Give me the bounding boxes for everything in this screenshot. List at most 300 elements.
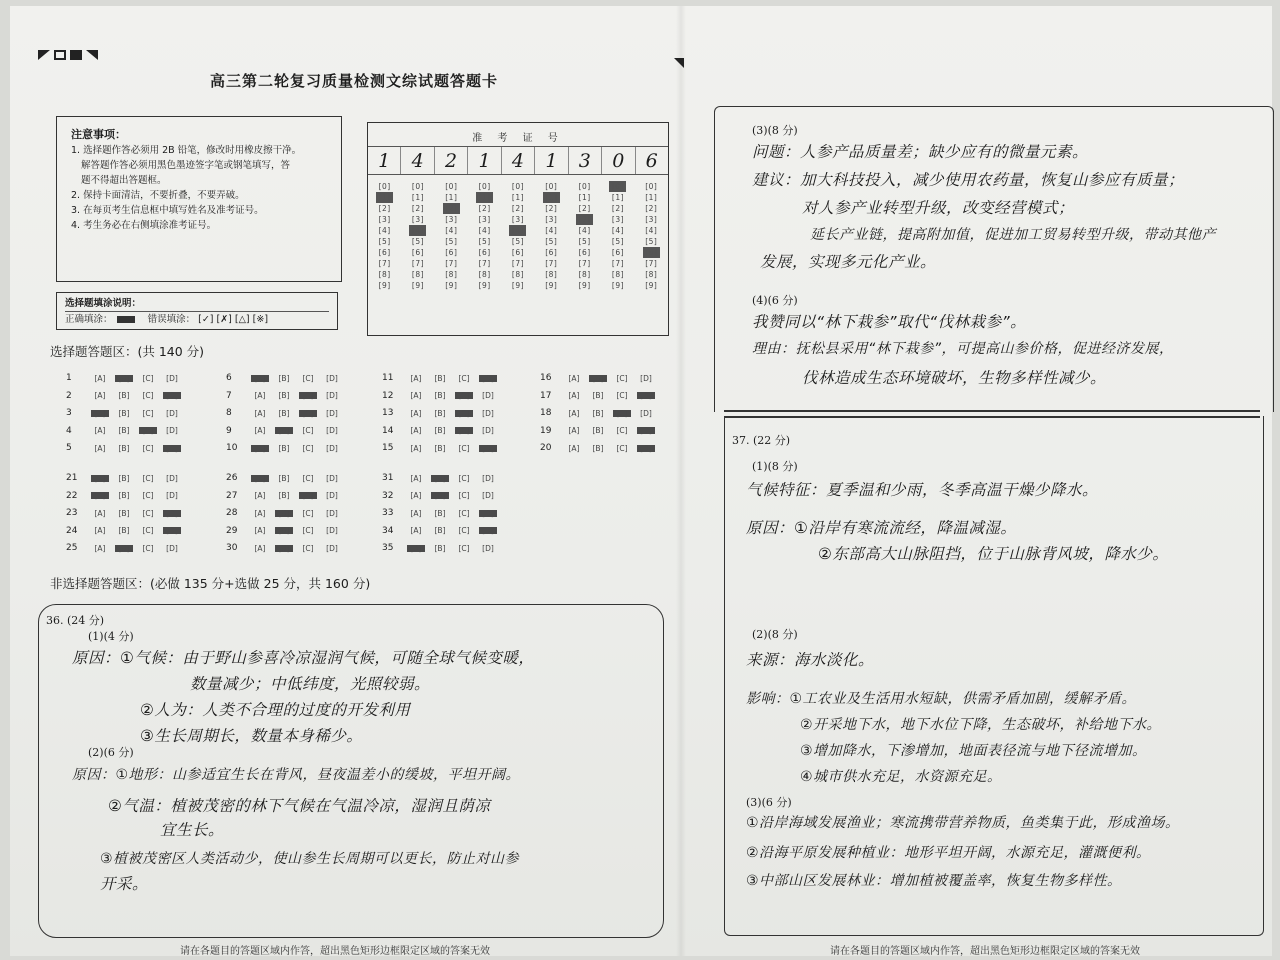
digit-bubble[interactable]: [0]: [411, 182, 425, 191]
mc-option-d[interactable]: [D]: [166, 473, 178, 483]
mc-option-c[interactable]: [C]: [458, 473, 470, 483]
mc-question-number: 1: [66, 373, 72, 383]
digit-bubble[interactable]: [6]: [378, 248, 391, 257]
digit-bubble[interactable]: [6]: [578, 248, 591, 257]
bubble-column: [601, 181, 634, 325]
mc-option-c[interactable]: [C]: [299, 392, 317, 399]
mc-option-b[interactable]: [B]: [118, 473, 130, 483]
digit-bubble[interactable]: [1]: [445, 193, 458, 202]
mc-option-b[interactable]: [B]: [115, 375, 133, 382]
fill-instructions: [56, 292, 338, 330]
digit-bubble[interactable]: [5]: [478, 237, 491, 246]
mc-option-d[interactable]: [D]: [326, 426, 338, 435]
digit-bubble[interactable]: [1]: [511, 193, 525, 202]
digit-bubble[interactable]: [6]: [411, 248, 425, 257]
mc-question-row: [66, 372, 184, 384]
mc-option-c[interactable]: [C]: [613, 410, 631, 417]
mc-option-a[interactable]: [A]: [94, 526, 106, 535]
digit-bubble[interactable]: [9]: [545, 281, 558, 290]
notes-item: 1. 选择题作答必须用 2B 铅笔，修改时用橡皮擦干净。: [71, 145, 302, 156]
mc-option-b[interactable]: [B]: [592, 426, 604, 435]
digit-bubble[interactable]: [3]: [545, 215, 558, 224]
mc-question-number: 7: [226, 390, 232, 401]
mc-question-row: [226, 507, 344, 519]
mc-option-c[interactable]: [C]: [458, 526, 470, 535]
mc-option-d[interactable]: [D]: [479, 445, 497, 452]
digit-bubble[interactable]: [6]: [478, 248, 491, 257]
digit-bubble[interactable]: [7]: [511, 259, 525, 268]
mc-option-d[interactable]: [D]: [326, 443, 338, 453]
mc-option-d[interactable]: [D]: [326, 491, 338, 500]
exam-number-bubbles: [368, 175, 668, 325]
mc-question-row: [382, 390, 500, 402]
mc-option-b[interactable]: [B]: [592, 391, 604, 400]
mc-option-a[interactable]: [A]: [254, 526, 266, 535]
mc-option-b[interactable]: [B]: [431, 492, 449, 499]
answer-line: 延长产业链，提高附加值，促进加工贸易转型升级，带动其他产: [810, 227, 1216, 243]
mc-option-b[interactable]: [B]: [275, 545, 293, 552]
mc-option-d[interactable]: [D]: [163, 510, 181, 517]
mc-question-number: 32: [382, 490, 394, 501]
digit-bubble[interactable]: [3]: [478, 215, 491, 224]
mc-option-d[interactable]: [D]: [637, 445, 655, 452]
mc-option-d[interactable]: [D]: [163, 445, 181, 452]
mc-option-b[interactable]: [B]: [434, 526, 446, 535]
mc-question-number: 28: [226, 508, 238, 518]
mc-option-a[interactable]: [A]: [94, 391, 106, 400]
digit-bubble[interactable]: [5]: [411, 237, 425, 246]
mc-option-a[interactable]: [A]: [568, 443, 580, 453]
mc-option-b[interactable]: [B]: [434, 373, 446, 383]
digit-bubble[interactable]: [1]: [611, 193, 625, 202]
mc-question-number: 27: [226, 490, 238, 501]
digit-bubble[interactable]: [4]: [645, 226, 658, 235]
mc-option-d[interactable]: [D]: [326, 508, 338, 518]
digit-bubble[interactable]: [7]: [411, 259, 425, 268]
mc-option-b[interactable]: [B]: [434, 543, 446, 553]
mc-question-row: [382, 407, 500, 419]
answer-line: 理由：抚松县采用“林下栽参”，可提高山参价格，促进经济发展，: [752, 341, 1174, 357]
exam-digit: 3: [569, 147, 602, 174]
mc-option-d[interactable]: [D]: [166, 543, 178, 553]
mc-option-c[interactable]: [C]: [455, 410, 473, 417]
mc-question-number: 11: [382, 373, 394, 383]
answer-line: ②开采地下水，地下水位下降，生态破坏，补给地下水。: [800, 717, 1162, 733]
bubble-column: [435, 181, 468, 325]
mc-option-b[interactable]: [B]: [278, 443, 290, 453]
digit-bubble[interactable]: [0]: [378, 182, 391, 191]
mc-option-d[interactable]: [D]: [479, 375, 497, 382]
digit-bubble[interactable]: [5]: [545, 237, 558, 246]
exam-digit: 0: [602, 147, 635, 174]
digit-bubble[interactable]: [8]: [511, 270, 525, 279]
mc-option-c[interactable]: [C]: [458, 543, 470, 553]
mc-option-d[interactable]: [D]: [326, 408, 338, 418]
mc-option-a[interactable]: [A]: [410, 508, 422, 518]
digit-bubble[interactable]: [2]: [645, 204, 658, 213]
mc-option-a[interactable]: [A]: [94, 373, 106, 383]
digit-bubble[interactable]: [2]: [511, 204, 525, 213]
mc-option-a[interactable]: [A]: [568, 408, 580, 418]
mc-question-number: 21: [66, 473, 78, 483]
digit-bubble[interactable]: [7]: [545, 259, 558, 268]
digit-bubble[interactable]: [0]: [511, 182, 525, 191]
mc-option-c[interactable]: [C]: [455, 427, 473, 434]
mc-option-a[interactable]: [A]: [407, 545, 425, 552]
mc-option-c[interactable]: [C]: [142, 443, 154, 453]
digit-bubble[interactable]: [5]: [511, 237, 525, 246]
mc-option-b[interactable]: [B]: [118, 391, 130, 400]
digit-bubble[interactable]: [8]: [378, 270, 391, 279]
digit-bubble[interactable]: [0]: [578, 182, 591, 191]
mc-option-c[interactable]: [C]: [302, 443, 314, 453]
mc-option-a[interactable]: [A]: [254, 408, 266, 418]
mc-option-d[interactable]: [D]: [482, 473, 494, 483]
mc-option-a[interactable]: [A]: [94, 543, 106, 553]
bubble-column: [368, 181, 401, 325]
mc-option-c[interactable]: [C]: [458, 491, 470, 500]
mc-option-a[interactable]: [A]: [410, 491, 422, 500]
digit-bubble[interactable]: [5]: [645, 237, 658, 246]
mc-option-d[interactable]: [D]: [482, 426, 494, 435]
mc-option-c[interactable]: [C]: [142, 391, 154, 400]
mc-option-a[interactable]: [A]: [410, 526, 422, 535]
mc-option-b[interactable]: [B]: [118, 408, 130, 418]
mc-question-number: 2: [66, 390, 72, 401]
digit-bubble[interactable]: [0]: [609, 181, 626, 192]
digit-bubble[interactable]: [0]: [545, 182, 558, 191]
mc-option-d[interactable]: [D]: [482, 391, 494, 400]
answer-line: ②气温：植被茂密的林下气候在气温冷凉，湿润且荫凉: [108, 797, 491, 815]
mc-option-b[interactable]: [B]: [434, 426, 446, 435]
mc-question-number: 34: [382, 525, 394, 536]
mc-option-c[interactable]: [C]: [299, 492, 317, 499]
digit-bubble[interactable]: [5]: [445, 237, 458, 246]
mc-option-d[interactable]: [D]: [326, 473, 338, 483]
mc-option-d[interactable]: [D]: [479, 527, 497, 534]
mc-option-b[interactable]: [B]: [275, 510, 293, 517]
mc-option-a[interactable]: [A]: [94, 426, 106, 435]
mc-question-row: [226, 525, 344, 537]
mc-option-a[interactable]: [A]: [251, 475, 269, 482]
digit-bubble[interactable]: [2]: [378, 204, 391, 213]
digit-bubble[interactable]: [3]: [576, 214, 593, 225]
digit-bubble[interactable]: [9]: [378, 281, 391, 290]
q37-1-score: (1)(8 分): [752, 460, 798, 473]
mc-option-c[interactable]: [C]: [302, 373, 314, 383]
mc-option-a[interactable]: [A]: [251, 375, 269, 382]
mc-question-number: 13: [382, 408, 394, 418]
digit-bubble[interactable]: [7]: [645, 259, 658, 268]
digit-bubble[interactable]: [9]: [611, 281, 625, 290]
mc-option-c[interactable]: [C]: [616, 443, 628, 453]
answer-line: 建议：加大科技投入，减少使用农药量，恢复山参应有质量；: [752, 171, 1185, 189]
digit-bubble[interactable]: [0]: [478, 182, 491, 191]
digit-bubble[interactable]: [4]: [478, 226, 491, 235]
mc-option-b[interactable]: [B]: [434, 391, 446, 400]
digit-bubble[interactable]: [6]: [511, 248, 525, 257]
digit-bubble[interactable]: [2]: [478, 204, 491, 213]
mc-option-c[interactable]: [C]: [616, 373, 628, 383]
mc-option-a[interactable]: [A]: [410, 473, 422, 483]
answer-line: ②人为：人类不合理的过度的开发利用: [140, 701, 411, 719]
mc-option-a[interactable]: [A]: [254, 508, 266, 518]
mc-option-c[interactable]: [C]: [458, 443, 470, 453]
digit-bubble[interactable]: [3]: [445, 215, 458, 224]
digit-bubble[interactable]: [8]: [478, 270, 491, 279]
digit-bubble[interactable]: [3]: [511, 215, 525, 224]
mc-option-b[interactable]: [B]: [118, 491, 130, 500]
answer-line: 宜生长。: [160, 821, 225, 839]
mc-option-a[interactable]: [A]: [91, 475, 109, 482]
digit-bubble[interactable]: [3]: [611, 215, 625, 224]
answer-line: 数量减少；中低纬度，光照较弱。: [190, 675, 431, 693]
mc-option-a[interactable]: [A]: [91, 410, 109, 417]
mc-option-b[interactable]: [B]: [278, 473, 290, 483]
digit-bubble[interactable]: [4]: [409, 225, 426, 236]
mc-option-d[interactable]: [D]: [640, 408, 652, 418]
mc-question-row: [540, 390, 658, 402]
mc-option-a[interactable]: [A]: [94, 508, 106, 518]
digit-bubble[interactable]: [3]: [645, 215, 658, 224]
bubble-column: [635, 181, 668, 325]
mc-option-a[interactable]: [A]: [254, 491, 266, 500]
digit-bubble[interactable]: [9]: [445, 281, 458, 290]
mc-option-b[interactable]: [B]: [592, 408, 604, 418]
digit-bubble[interactable]: [2]: [443, 203, 460, 214]
mc-option-a[interactable]: [A]: [410, 443, 422, 453]
mc-option-b[interactable]: [B]: [278, 491, 290, 500]
mc-option-d[interactable]: [D]: [166, 426, 178, 435]
mc-option-a[interactable]: [A]: [94, 443, 106, 453]
digit-bubble[interactable]: [8]: [445, 270, 458, 279]
mc-option-b[interactable]: [B]: [275, 427, 293, 434]
digit-bubble[interactable]: [6]: [445, 248, 458, 257]
answer-line: 开采。: [100, 875, 149, 893]
mc-option-c[interactable]: [C]: [142, 408, 154, 418]
answer-line: 影响：①工农业及生活用水短缺，供需矛盾加剧，缓解矛盾。: [746, 691, 1137, 707]
digit-bubble[interactable]: [1]: [645, 193, 658, 202]
mc-question-number: 18: [540, 408, 552, 418]
q36-1-score: (1)(4 分): [88, 630, 134, 643]
mc-question-number: 25: [66, 543, 78, 553]
mc-option-b[interactable]: [B]: [118, 426, 130, 435]
mc-option-c[interactable]: [C]: [616, 391, 628, 400]
mc-option-c[interactable]: [C]: [139, 427, 157, 434]
q36-label: 36. (24 分): [46, 614, 105, 627]
mc-question-row: [226, 372, 344, 384]
mc-option-b[interactable]: [B]: [278, 391, 290, 400]
mc-option-c[interactable]: [C]: [302, 473, 314, 483]
mc-option-b[interactable]: [B]: [434, 443, 446, 453]
digit-bubble[interactable]: [2]: [545, 204, 558, 213]
mc-option-b[interactable]: [B]: [589, 375, 607, 382]
mc-option-d[interactable]: [D]: [326, 526, 338, 535]
mc-option-b[interactable]: [B]: [592, 443, 604, 453]
digit-bubble[interactable]: [2]: [578, 204, 591, 213]
digit-bubble[interactable]: [3]: [378, 215, 391, 224]
digit-bubble[interactable]: [8]: [611, 270, 625, 279]
answer-line: 来源：海水淡化。: [746, 651, 875, 669]
answer-line: ②沿海平原发展种植业：地形平坦开阔，水源充足，灌溉便利。: [746, 845, 1151, 861]
mc-option-c[interactable]: [C]: [299, 410, 317, 417]
notes-item: 3. 在每页考生信息框中填写姓名及准考证号。: [71, 205, 264, 216]
digit-bubble[interactable]: [2]: [411, 204, 425, 213]
mc-option-d[interactable]: [D]: [166, 408, 178, 418]
mc-option-a[interactable]: [A]: [254, 426, 266, 435]
mc-question-row: [66, 525, 184, 537]
mc-option-b[interactable]: [B]: [275, 527, 293, 534]
answer-line: ④城市供水充足，水资源充足。: [800, 769, 1002, 785]
digit-bubble[interactable]: [0]: [445, 182, 458, 191]
digit-bubble[interactable]: [9]: [411, 281, 425, 290]
mc-option-a[interactable]: [A]: [568, 373, 580, 383]
mc-option-b[interactable]: [B]: [118, 443, 130, 453]
mc-option-d[interactable]: [D]: [637, 392, 655, 399]
digit-bubble[interactable]: [8]: [545, 270, 558, 279]
digit-bubble[interactable]: [9]: [478, 281, 491, 290]
digit-bubble[interactable]: [6]: [611, 248, 625, 257]
mc-question-row: [226, 425, 344, 437]
digit-bubble[interactable]: [1]: [543, 192, 560, 203]
mc-question-row: [66, 390, 184, 402]
mc-option-b[interactable]: [B]: [118, 508, 130, 518]
digit-bubble[interactable]: [7]: [478, 259, 491, 268]
q37-2-score: (2)(8 分): [752, 628, 798, 641]
digit-bubble[interactable]: [4]: [445, 226, 458, 235]
mc-option-c[interactable]: [C]: [142, 543, 154, 553]
digit-bubble[interactable]: [6]: [643, 247, 660, 258]
digit-bubble[interactable]: [8]: [411, 270, 425, 279]
mc-option-d[interactable]: [D]: [640, 373, 652, 383]
mc-option-b[interactable]: [B]: [434, 408, 446, 418]
mc-option-d[interactable]: [D]: [163, 392, 181, 399]
mc-option-a[interactable]: [A]: [568, 391, 580, 400]
digit-bubble[interactable]: [4]: [378, 226, 391, 235]
mc-option-a[interactable]: [A]: [91, 492, 109, 499]
mc-option-c[interactable]: [C]: [142, 491, 154, 500]
mc-question-row: [66, 490, 184, 502]
mc-question-number: 29: [226, 525, 238, 536]
mc-option-a[interactable]: [A]: [410, 373, 422, 383]
mc-option-b[interactable]: [B]: [115, 545, 133, 552]
answer-line: ③生长周期长，数量本身稀少。: [140, 727, 363, 745]
mc-option-c[interactable]: [C]: [302, 508, 314, 518]
mc-option-a[interactable]: [A]: [568, 426, 580, 435]
digit-bubble[interactable]: [6]: [545, 248, 558, 257]
exam-digit: 1: [368, 147, 401, 174]
mc-question-row: [382, 542, 500, 554]
mc-option-c[interactable]: [C]: [458, 373, 470, 383]
exam-number-heading: 准 考 证 号: [368, 123, 668, 147]
digit-bubble[interactable]: [4]: [509, 225, 526, 236]
notes-heading: 注意事项：: [71, 128, 126, 141]
mc-option-b[interactable]: [B]: [434, 508, 446, 518]
mc-option-a[interactable]: [A]: [410, 408, 422, 418]
mc-option-b[interactable]: [B]: [431, 475, 449, 482]
digit-bubble[interactable]: [1]: [411, 193, 425, 202]
mc-question-number: 12: [382, 390, 394, 401]
notes-item: 4. 考生务必在右侧填涂准考证号。: [71, 220, 217, 231]
mc-option-d[interactable]: [D]: [326, 373, 338, 383]
mc-option-a[interactable]: [A]: [410, 391, 422, 400]
mc-question-row: [382, 525, 500, 537]
mc-option-d[interactable]: [D]: [163, 527, 181, 534]
digit-bubble[interactable]: [7]: [611, 259, 625, 268]
divider: [724, 416, 1260, 418]
bubble-column: [535, 181, 568, 325]
mc-question-number: 6: [226, 373, 232, 383]
digit-bubble[interactable]: [5]: [611, 237, 625, 246]
digit-bubble[interactable]: [1]: [578, 193, 591, 202]
digit-bubble[interactable]: [8]: [578, 270, 591, 279]
answer-line: 问题：人参产品质量差；缺少应有的微量元素。: [752, 143, 1089, 161]
digit-bubble[interactable]: [0]: [645, 182, 658, 191]
mc-option-c[interactable]: [C]: [458, 508, 470, 518]
digit-bubble[interactable]: [4]: [578, 226, 591, 235]
mc-option-c[interactable]: [C]: [455, 392, 473, 399]
digit-bubble[interactable]: [7]: [445, 259, 458, 268]
divider: [724, 410, 1260, 412]
digit-bubble[interactable]: [1]: [376, 192, 393, 203]
mc-option-d[interactable]: [D]: [326, 391, 338, 400]
mc-option-a[interactable]: [A]: [254, 391, 266, 400]
digit-bubble[interactable]: [5]: [578, 237, 591, 246]
mc-option-d[interactable]: [D]: [482, 408, 494, 418]
digit-bubble[interactable]: [7]: [578, 259, 591, 268]
mc-option-b[interactable]: [B]: [278, 373, 290, 383]
digit-bubble[interactable]: [9]: [511, 281, 525, 290]
digit-bubble[interactable]: [7]: [378, 259, 391, 268]
digit-bubble[interactable]: [8]: [645, 270, 658, 279]
digit-bubble[interactable]: [3]: [411, 215, 425, 224]
mc-question-number: 33: [382, 508, 394, 518]
digit-bubble[interactable]: [5]: [378, 237, 391, 246]
mc-section-heading: 选择题答题区：(共 140 分): [50, 344, 205, 359]
mc-option-b[interactable]: [B]: [278, 408, 290, 418]
mc-option-c[interactable]: [C]: [616, 426, 628, 435]
mc-option-a[interactable]: [A]: [410, 426, 422, 435]
mc-option-d[interactable]: [D]: [166, 491, 178, 500]
mc-option-c[interactable]: [C]: [302, 543, 314, 553]
mc-option-d[interactable]: [D]: [482, 491, 494, 500]
mc-option-d[interactable]: [D]: [479, 510, 497, 517]
mc-option-a[interactable]: [A]: [254, 543, 266, 553]
correct-fill-sample: [117, 316, 135, 323]
digit-bubble[interactable]: [1]: [476, 192, 493, 203]
mc-option-d[interactable]: [D]: [482, 543, 494, 553]
mc-option-d[interactable]: [D]: [637, 427, 655, 434]
digit-bubble[interactable]: [4]: [611, 226, 625, 235]
digit-bubble[interactable]: [2]: [611, 204, 625, 213]
mc-option-c[interactable]: [C]: [302, 426, 314, 435]
mc-option-c[interactable]: [C]: [142, 508, 154, 518]
mc-option-b[interactable]: [B]: [118, 526, 130, 535]
mc-option-d[interactable]: [D]: [166, 373, 178, 383]
mc-question-row: [382, 490, 500, 502]
mc-option-c[interactable]: [C]: [142, 526, 154, 535]
digit-bubble[interactable]: [4]: [545, 226, 558, 235]
mc-option-c[interactable]: [C]: [142, 473, 154, 483]
q36-4-score: (4)(6 分): [752, 294, 798, 307]
digit-bubble[interactable]: [9]: [578, 281, 591, 290]
mc-option-a[interactable]: [A]: [251, 445, 269, 452]
digit-bubble[interactable]: [9]: [645, 281, 658, 290]
mc-question-row: [540, 425, 658, 437]
mc-option-c[interactable]: [C]: [302, 526, 314, 535]
mc-option-c[interactable]: [C]: [142, 373, 154, 383]
mc-option-d[interactable]: [D]: [326, 543, 338, 553]
